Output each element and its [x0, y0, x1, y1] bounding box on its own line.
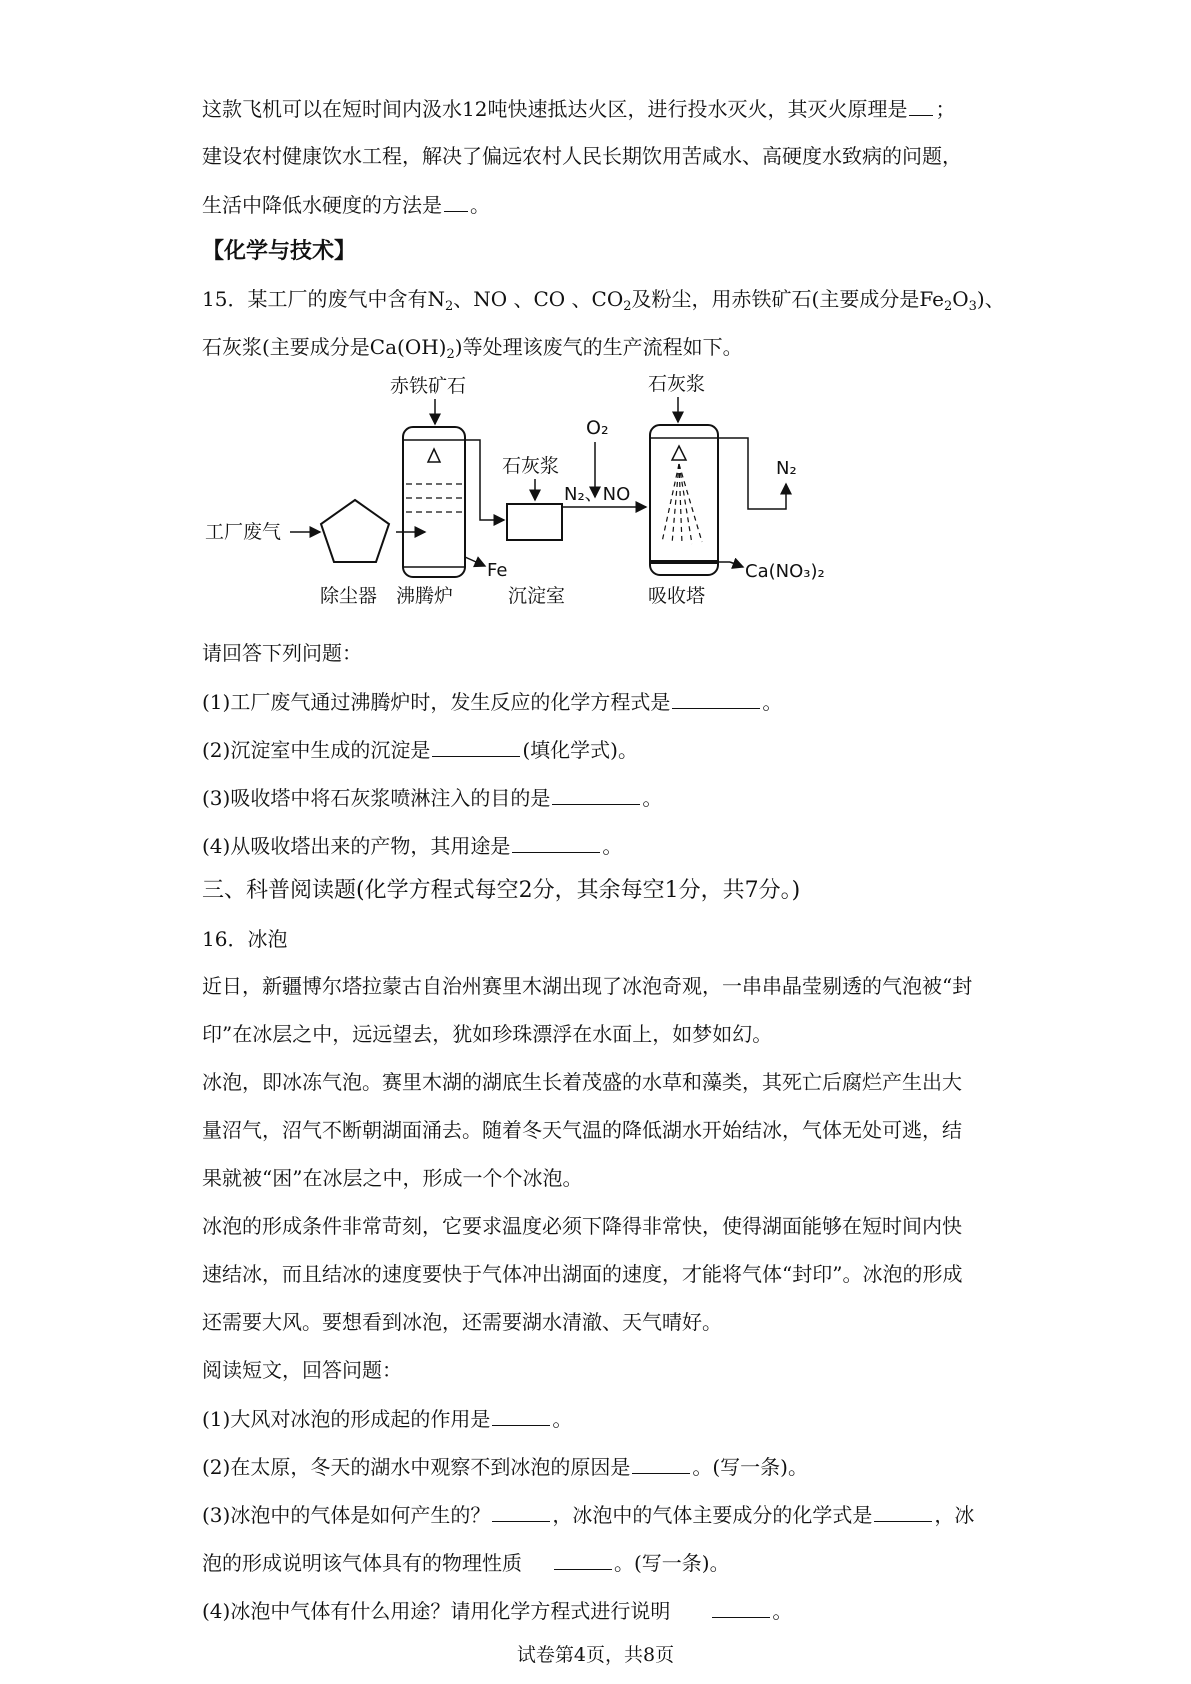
answer-blank[interactable]: [552, 784, 640, 805]
sub-question: [202, 736, 638, 763]
sub-question: [202, 1453, 808, 1480]
dust-remover-icon: [321, 500, 389, 562]
sub-question: [202, 1405, 572, 1432]
arrow: [730, 562, 743, 567]
answer-blank[interactable]: [712, 1597, 770, 1618]
answer-blank[interactable]: [492, 1501, 550, 1522]
sub-question: [202, 1549, 730, 1576]
answer-blank[interactable]: [554, 1549, 612, 1570]
text: 。(写一条)。: [692, 1455, 808, 1479]
text-line: 阅读短文，回答问题：: [202, 1358, 402, 1382]
text: 泡的形成说明该气体具有的物理性质: [202, 1551, 522, 1575]
text-line: 请回答下列问题：: [202, 641, 362, 665]
reading-line: 冰泡的形成条件非常苛刻，它要求温度必须下降得非常快，使得湖面能够在短时间内快: [202, 1214, 962, 1238]
text: (4)冰泡中气体有什么用途？请用化学方程式进行说明: [202, 1599, 671, 1623]
sub-question: [202, 1597, 792, 1624]
arrow: [465, 440, 504, 520]
reading-line: 速结冰，而且结冰的速度要快于气体冲出湖面的速度，才能将气体“封印”。冰泡的形成: [202, 1262, 963, 1286]
question-16: 16．冰泡: [202, 927, 288, 951]
text: 。: [470, 193, 490, 217]
answer-blank[interactable]: [432, 736, 520, 757]
text: )等处理该废气的生产流程如下。: [454, 335, 743, 359]
sub-question: [202, 832, 622, 859]
text: 15．某工厂的废气中含有N: [202, 287, 445, 311]
label-fe: Fe: [487, 560, 508, 581]
text: 。: [642, 786, 663, 810]
text: 。(写一条)。: [614, 1551, 730, 1575]
text: (1)工厂废气通过沸腾炉时，发生反应的化学方程式是: [202, 690, 671, 714]
reading-line: 近日，新疆博尔塔拉蒙古自治州赛里木湖出现了冰泡奇观，一串串晶莹剔透的气泡被“封: [202, 974, 973, 998]
text-line: [202, 191, 490, 218]
answer-blank[interactable]: [444, 191, 468, 212]
reading-line: 冰泡，即冰冻气泡。赛里木湖的湖底生长着茂盛的水草和藻类，其死亡后腐烂产生出大: [202, 1070, 962, 1094]
page-footer: 试卷第4页，共8页: [516, 1644, 675, 1666]
spray-icon: [662, 464, 702, 544]
answer-blank[interactable]: [512, 832, 600, 853]
text: (3)吸收塔中将石灰浆喷淋注入的目的是: [202, 786, 551, 810]
subscript: 2: [446, 347, 455, 362]
label-lime-1: 石灰浆: [502, 455, 560, 477]
label-o2: O₂: [586, 417, 609, 439]
label-product: Ca(NO₃)₂: [745, 561, 825, 582]
text: O: [952, 287, 969, 311]
text: (2)在太原，冬天的湖水中观察不到冰泡的原因是: [202, 1455, 631, 1479]
text: 。: [772, 1599, 793, 1623]
text: (1)大风对冰泡的形成起的作用是: [202, 1407, 491, 1431]
label-n2: N₂: [776, 458, 797, 479]
label-factory-gas: 工厂废气: [205, 521, 282, 543]
text: 及粉尘，用赤铁矿石(主要成分是Fe: [631, 287, 944, 311]
text: 、NO 、CO 、CO: [453, 287, 624, 311]
settling-room-icon: [507, 504, 562, 540]
text: (3)冰泡中的气体是如何产生的？: [202, 1503, 491, 1527]
label-settling-room: 沉淀室: [508, 585, 566, 607]
text: ，冰泡中的气体主要成分的化学式是: [552, 1503, 873, 1527]
section-heading: 【化学与技术】: [202, 238, 357, 264]
reading-line: 还需要大风。要想看到冰泡，还需要湖水清澈、天气晴好。: [202, 1310, 722, 1334]
answer-blank[interactable]: [874, 1501, 932, 1522]
text: ；: [935, 97, 956, 121]
sub-question: [202, 784, 662, 811]
reading-line: 量沼气，沼气不断朝湖面涌去。随着冬天气温的降低湖水开始结冰，气体无处可逃，结: [202, 1118, 962, 1142]
reading-line: 果就被“困”在冰层之中，形成一个个冰泡。: [202, 1166, 583, 1190]
label-boiler: 沸腾炉: [396, 585, 454, 607]
text: (填化学式)。: [522, 738, 638, 762]
subscript: 3: [968, 299, 977, 314]
text: 这款飞机可以在短时间内汲水12吨快速抵达火区，进行投水灭火，其灭火原理是: [202, 97, 908, 121]
arrow: [465, 557, 485, 566]
label-absorber-tower: 吸收塔: [648, 585, 706, 607]
question-15: [202, 286, 1005, 320]
answer-blank[interactable]: [492, 1405, 550, 1426]
reading-line: 印”在冰层之中，远远望去，犹如珍珠漂浮在水面上，如梦如幻。: [202, 1022, 773, 1046]
text: 生活中降低水硬度的方法是: [202, 193, 442, 217]
subscript: 2: [444, 299, 454, 314]
answer-blank[interactable]: [672, 688, 760, 709]
text: (4)从吸收塔出来的产物，其用途是: [202, 834, 511, 858]
text: 石灰浆(主要成分是Ca(OH): [202, 335, 447, 359]
sub-question: [202, 1501, 974, 1528]
answer-blank[interactable]: [909, 95, 933, 116]
answer-blank[interactable]: [632, 1453, 690, 1474]
process-flow-diagram: [200, 372, 900, 622]
subscript: 2: [943, 299, 953, 314]
text-line: [202, 95, 955, 122]
label-lime-2: 石灰浆: [648, 373, 706, 395]
text: (2)沉淀室中生成的沉淀是: [202, 738, 431, 762]
subscript: 2: [623, 299, 632, 314]
text: 。: [552, 1407, 573, 1431]
text: ，冰: [934, 1503, 975, 1527]
absorber-tower-icon: [650, 425, 718, 575]
sub-question: [202, 688, 782, 715]
text: 。: [602, 834, 623, 858]
text: 。: [762, 690, 783, 714]
text-line: [202, 334, 743, 368]
text: )、: [976, 287, 1005, 311]
label-n2-no: N₂、NO: [564, 484, 631, 505]
text-line: 建设农村健康饮水工程，解决了偏远农村人民长期饮用苦咸水、高硬度水致病的问题，: [202, 144, 962, 168]
label-hematite: 赤铁矿石: [390, 375, 467, 397]
section-heading: 三、科普阅读题(化学方程式每空2分，其余每空1分，共7分。): [202, 878, 801, 903]
label-dust-remover: 除尘器: [320, 585, 378, 607]
